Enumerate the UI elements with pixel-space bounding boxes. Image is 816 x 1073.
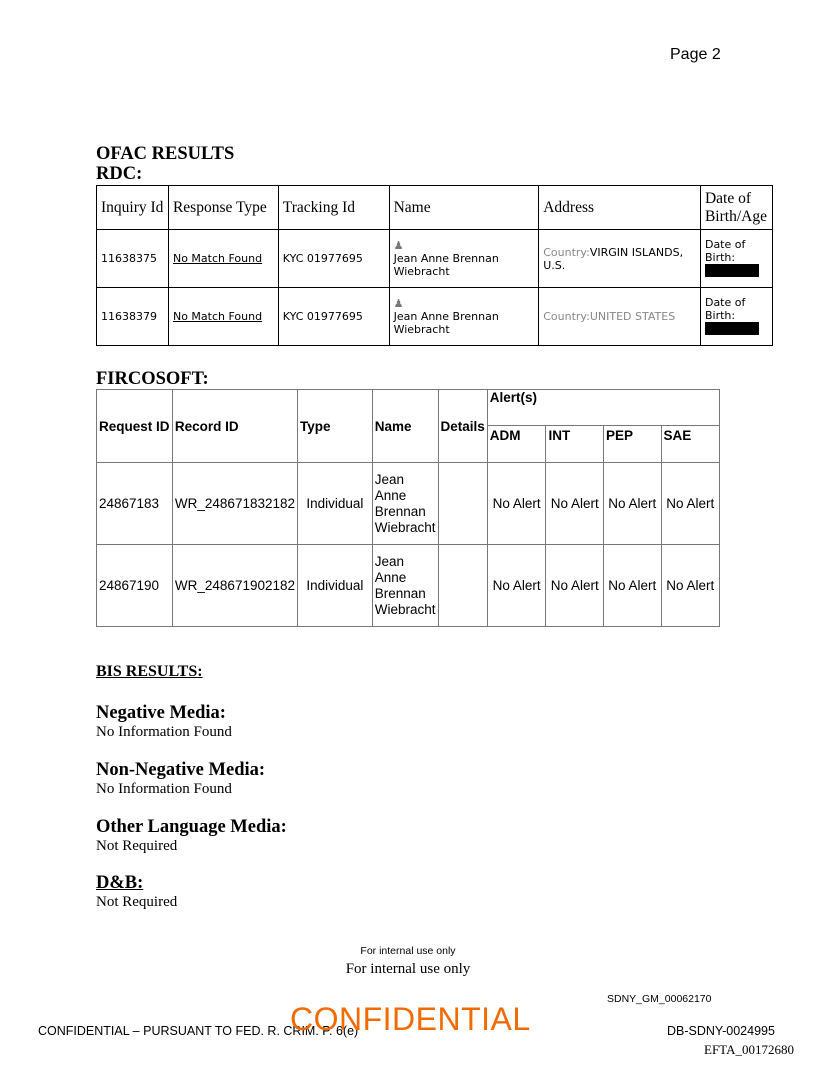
bis-title: BIS RESULTS: bbox=[96, 663, 203, 680]
col-address: Address bbox=[539, 186, 701, 230]
table-header-row bbox=[97, 186, 773, 230]
request-id: 24867183 bbox=[97, 463, 173, 545]
table-row bbox=[97, 463, 720, 545]
type: Individual bbox=[298, 463, 373, 545]
dob-label: Date of Birth: bbox=[704, 295, 746, 322]
person-icon: ♟ bbox=[393, 239, 404, 252]
name-cell bbox=[389, 230, 539, 288]
tracking-id: KYC 01977695 bbox=[278, 288, 389, 346]
record-id: WR_248671832182 bbox=[172, 463, 297, 545]
rdc-title: RDC: bbox=[96, 164, 143, 184]
bis-section-dnb bbox=[96, 873, 177, 911]
dob-label: Date of Birth: bbox=[704, 237, 746, 264]
col-request-id: Request ID bbox=[97, 390, 173, 463]
bis-section-negative bbox=[96, 703, 232, 741]
alert-sae: No Alert bbox=[661, 545, 719, 627]
section-heading: Negative Media: bbox=[96, 703, 226, 723]
col-inquiry-id: Inquiry Id bbox=[97, 186, 169, 230]
section-heading: Non-Negative Media: bbox=[96, 760, 266, 780]
section-text: No Information Found bbox=[96, 781, 232, 797]
db-sdny-id: DB-SDNY-0024995 bbox=[667, 1024, 775, 1038]
col-name: Name bbox=[389, 186, 539, 230]
response-type-link[interactable] bbox=[168, 230, 278, 288]
inquiry-id: 11638379 bbox=[97, 288, 169, 346]
col-alerts: Alert(s) bbox=[487, 390, 719, 426]
section-heading: Other Language Media: bbox=[96, 817, 287, 837]
col-details: Details bbox=[438, 390, 487, 463]
confidential-line: CONFIDENTIAL – PURSUANT TO FED. R. CRIM. P. 6(e) bbox=[38, 1024, 359, 1038]
ofac-title: OFAC RESULTS bbox=[96, 144, 235, 164]
type: Individual bbox=[298, 545, 373, 627]
col-response-type: Response Type bbox=[168, 186, 278, 230]
address-cell bbox=[539, 288, 701, 346]
col-sae: SAE bbox=[661, 426, 719, 463]
alert-pep: No Alert bbox=[604, 545, 662, 627]
redaction-box bbox=[705, 264, 759, 277]
alert-pep: No Alert bbox=[604, 463, 662, 545]
col-tracking-id: Tracking Id bbox=[278, 186, 389, 230]
dob-cell bbox=[700, 230, 772, 288]
confidential-stamp: CONFIDENTIAL bbox=[290, 1001, 531, 1037]
response-type-link[interactable] bbox=[168, 288, 278, 346]
section-text: Not Required bbox=[96, 894, 178, 910]
internal-use-note-large: For internal use only bbox=[345, 961, 471, 977]
rdc-table bbox=[96, 185, 773, 346]
col-record-id: Record ID bbox=[172, 390, 297, 463]
address-value: VIRGIN ISLANDS, U.S. bbox=[543, 245, 684, 272]
page-number: Page 2 bbox=[670, 46, 721, 63]
fircosoft-table bbox=[96, 389, 720, 627]
col-dob: Date of Birth/Age bbox=[700, 186, 772, 230]
section-heading: D&B: bbox=[96, 873, 144, 893]
details bbox=[438, 463, 487, 545]
name-cell bbox=[389, 288, 539, 346]
table-row bbox=[97, 230, 773, 288]
bis-section-non-negative bbox=[96, 760, 265, 798]
inquiry-id: 11638375 bbox=[97, 230, 169, 288]
request-id: 24867190 bbox=[97, 545, 173, 627]
table-row bbox=[97, 545, 720, 627]
col-int: INT bbox=[546, 426, 604, 463]
address-cell bbox=[539, 230, 701, 288]
col-type: Type bbox=[298, 390, 373, 463]
col-pep: PEP bbox=[604, 426, 662, 463]
alert-int: No Alert bbox=[546, 463, 604, 545]
bis-section-other-language bbox=[96, 817, 287, 855]
internal-use-note: For internal use only bbox=[360, 945, 456, 957]
person-name: Jean Anne Brennan Wiebracht bbox=[393, 252, 499, 278]
details bbox=[438, 545, 487, 627]
redaction-box bbox=[705, 322, 759, 335]
name: Jean Anne Brennan Wiebracht bbox=[372, 463, 438, 545]
address-value: UNITED STATES bbox=[589, 310, 676, 323]
name: Jean Anne Brennan Wiebracht bbox=[372, 545, 438, 627]
table-header-row bbox=[97, 390, 720, 426]
address-label: Country: bbox=[543, 310, 590, 323]
section-text: Not Required bbox=[96, 838, 178, 854]
col-name: Name bbox=[372, 390, 438, 463]
record-id: WR_248671902182 bbox=[172, 545, 297, 627]
alert-int: No Alert bbox=[546, 545, 604, 627]
alert-adm: No Alert bbox=[487, 545, 546, 627]
dob-cell bbox=[700, 288, 772, 346]
person-name: Jean Anne Brennan Wiebracht bbox=[393, 310, 499, 336]
sdny-id: SDNY_GM_00062170 bbox=[607, 993, 712, 1005]
address-label: Country: bbox=[543, 245, 590, 259]
response-type[interactable]: No Match Found bbox=[172, 310, 263, 323]
section-text: No Information Found bbox=[96, 724, 232, 740]
col-adm: ADM bbox=[487, 426, 546, 463]
fircosoft-title: FIRCOSOFT: bbox=[96, 369, 209, 389]
person-icon: ♟ bbox=[393, 297, 404, 310]
alert-sae: No Alert bbox=[661, 463, 719, 545]
table-row bbox=[97, 288, 773, 346]
efta-id: EFTA_00172680 bbox=[704, 1042, 794, 1057]
response-type[interactable]: No Match Found bbox=[172, 252, 263, 265]
alert-adm: No Alert bbox=[487, 463, 546, 545]
tracking-id: KYC 01977695 bbox=[278, 230, 389, 288]
